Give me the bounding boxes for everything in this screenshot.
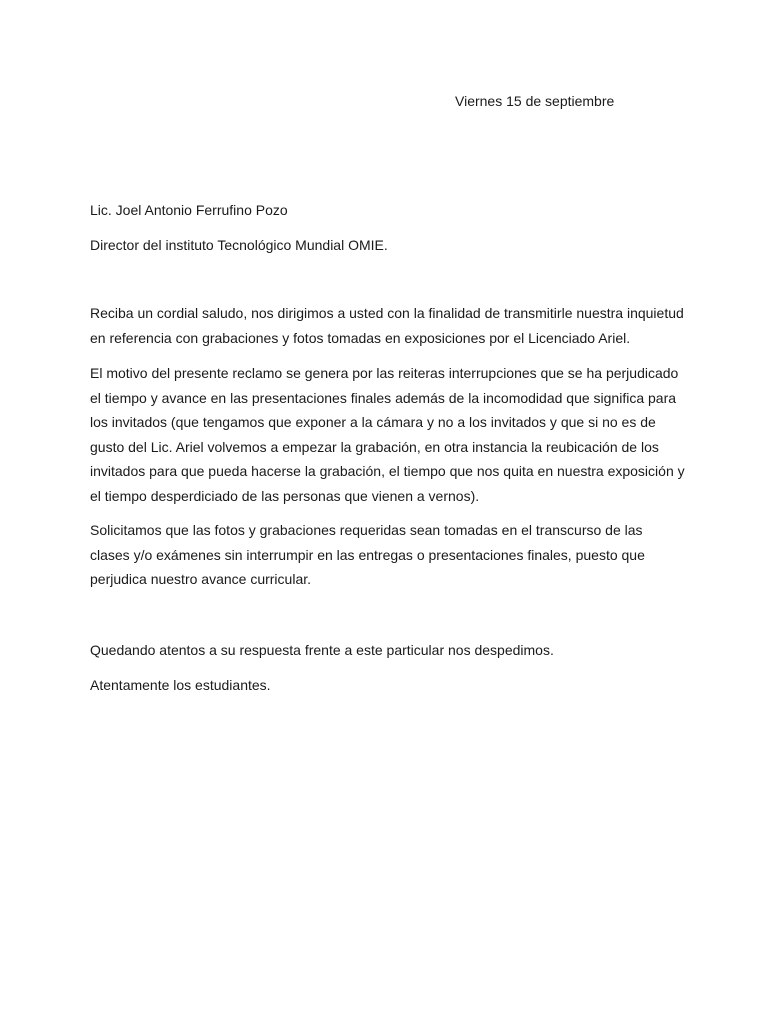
paragraph-line: Reciba un cordial saludo, nos dirigimos a usted con la finalidad de transmitirle nuestra inquietud — [90, 305, 684, 321]
paragraph-line: El motivo del presente reclamo se genera por las reiteras interrupciones que se ha perjudicado — [90, 365, 679, 381]
paragraph-line: en referencia con grabaciones y fotos tomadas en exposiciones por el Licenciado Ariel. — [90, 329, 631, 346]
recipient-name: Lic. Joel Antonio Ferrufino Pozo — [90, 202, 288, 218]
signature: Atentamente los estudiantes. — [90, 677, 271, 693]
letter-date: Viernes 15 de septiembre — [455, 93, 615, 109]
paragraph-line: el tiempo desperdiciado de las personas que vienen a vernos). — [90, 487, 480, 504]
paragraph-line: gusto del Lic. Ariel volvemos a empezar la grabación, en otra instancia la reubicación de los — [90, 438, 659, 455]
paragraph-greeting — [90, 301, 690, 350]
paragraph-line: clases y/o exámenes sin interrumpir en las entregas o presentaciones finales, puesto que — [90, 546, 645, 563]
paragraph-line: el tiempo y avance en las presentaciones finales además de la incomodidad que significa para — [90, 389, 677, 406]
paragraph-line: Solicitamos que las fotos y grabaciones requeridas sean tomadas en el transcurso de las — [90, 522, 643, 538]
paragraph-request — [90, 518, 690, 592]
paragraph-complaint — [90, 361, 690, 508]
closing-line: Quedando atentos a su respuesta frente a este particular nos despedimos. — [90, 642, 554, 658]
paragraph-line: invitados para que pueda hacerse la grabación, el tiempo que nos quita en nuestra exposición y — [90, 463, 685, 479]
paragraph-line: perjudica nuestro avance curricular. — [90, 571, 312, 587]
recipient-title: Director del instituto Tecnológico Mundial OMIE. — [90, 237, 388, 253]
paragraph-line: los invitados (que tengamos que exponer a la cámara y no a los invitados y que si no es de — [90, 414, 656, 430]
